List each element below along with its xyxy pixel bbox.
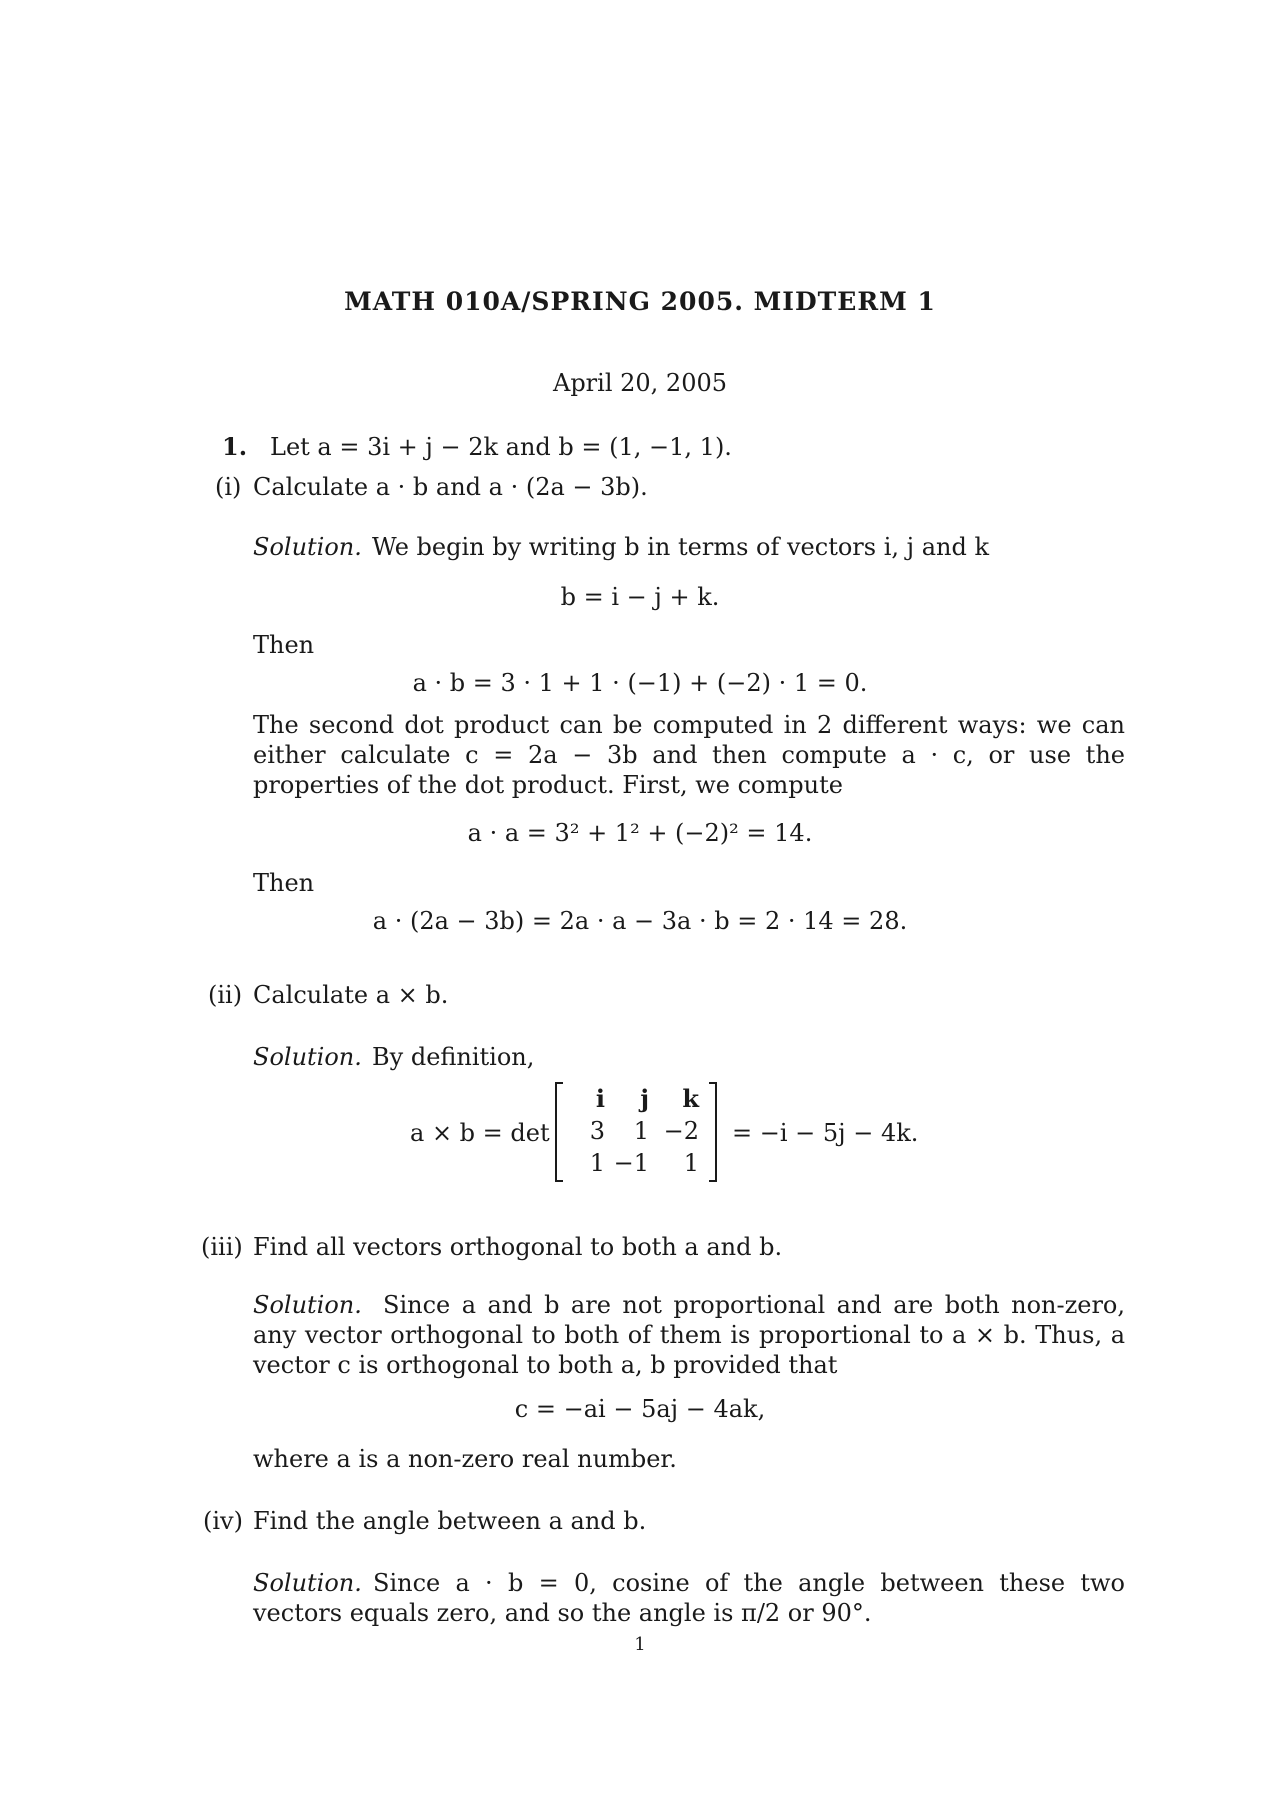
matrix-cell: 1 <box>589 1149 605 1177</box>
solution-paragraph: Since a · b = 0, cosine of the angle between these two vectors equals zero, and so the angle is π/2 or 90°. <box>253 1569 1125 1627</box>
part-question: Calculate a · b and a · (2a − 3b). <box>253 473 648 501</box>
solution-text: where a is a non-zero real number. <box>253 1445 677 1473</box>
matrix-cell: 1 <box>683 1149 699 1177</box>
solution-intro: We begin by writing b in terms of vectors i, j and k <box>372 533 990 561</box>
solution-paragraph: Since a and b are not proportional and are both non-zero, any vector orthogonal to both of them is proportional to a × b. Thus, a vector c is orthogonal to both a, b provided that <box>253 1291 1125 1379</box>
solution-label: Solution. <box>253 1291 362 1319</box>
equation: a · b = 3 · 1 + 1 · (−1) + (−2) · 1 = 0. <box>412 669 868 697</box>
equation: a · a = 3² + 1² + (−2)² = 14. <box>467 819 813 847</box>
determinant-matrix <box>555 1082 717 1182</box>
then-text: Then <box>253 631 315 659</box>
matrix-cell: 1 <box>633 1117 649 1145</box>
part-question: Calculate a × b. <box>253 981 449 1009</box>
part-label: (i) <box>215 473 242 501</box>
page-number: 1 <box>634 1634 646 1655</box>
part-question: Find all vectors orthogonal to both a and b. <box>253 1233 783 1261</box>
solution-label: Solution. <box>253 1043 362 1071</box>
solution-intro: By definition, <box>372 1043 535 1071</box>
then-text: Then <box>253 869 315 897</box>
solution-label: Solution. <box>253 533 362 561</box>
solution-label: Solution. <box>253 1569 362 1597</box>
problem-number: 1. <box>222 432 248 461</box>
equation-rhs: = −i − 5j − 4k. <box>732 1119 919 1147</box>
exam-date: April 20, 2005 <box>552 369 728 397</box>
matrix-cell: 3 <box>589 1117 605 1145</box>
equation: b = i − j + k. <box>560 583 720 611</box>
equation: c = −ai − 5aj − 4ak, <box>514 1395 766 1423</box>
matrix-cell: −2 <box>663 1117 699 1145</box>
solution-paragraph: The second dot product can be computed in 2 different ways: we can either calculate c = 2a − 3b and then compute a · c, or use the properties of the dot product. First, we compute <box>253 711 1125 799</box>
right-bracket <box>709 1082 717 1182</box>
problem-statement: Let a = 3i + j − 2k and b = (1, −1, 1). <box>270 433 732 461</box>
part-question: Find the angle between a and b. <box>253 1507 647 1535</box>
part-label: (ii) <box>208 981 243 1009</box>
part-label: (iv) <box>203 1507 243 1535</box>
page-title: MATH 010A/SPRING 2005. MIDTERM 1 <box>344 287 936 316</box>
matrix-cell: k <box>682 1084 699 1113</box>
matrix-cell: i <box>595 1084 605 1113</box>
matrix-cell: j <box>640 1084 649 1113</box>
part-label: (iii) <box>201 1233 243 1261</box>
equation-lhs: a × b = det <box>410 1119 550 1147</box>
matrix-cell: −1 <box>613 1149 649 1177</box>
equation: a · (2a − 3b) = 2a · a − 3a · b = 2 · 14 = 28. <box>372 907 908 935</box>
